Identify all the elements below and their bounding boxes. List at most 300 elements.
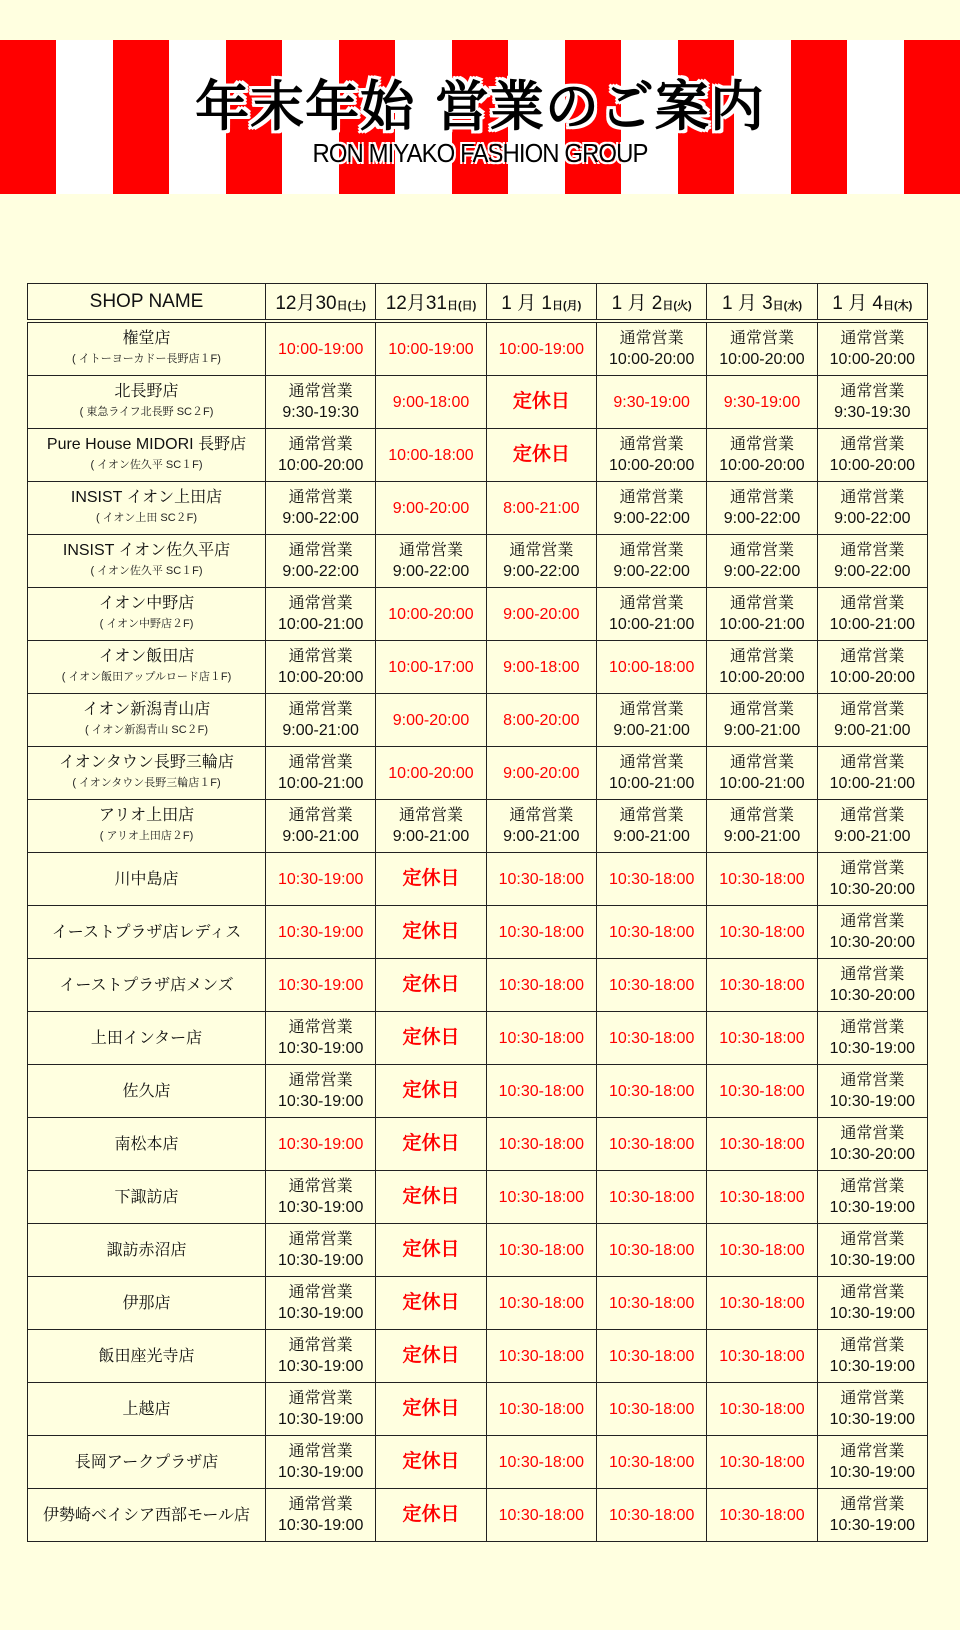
normal-hours-label: 通常営業 [840, 966, 905, 983]
hours-cell [376, 1224, 486, 1277]
hours-cell [817, 1012, 927, 1065]
shop-name: INSIST イオン佐久平店 [62, 542, 231, 559]
special-hours-text: 10:30-19:00 [277, 870, 364, 888]
shop-name-cell [28, 853, 266, 906]
hours-cell [486, 800, 596, 853]
hours-text: 10:30-19:00 [277, 1199, 364, 1216]
column-header-main: 1 月 2 [611, 293, 663, 314]
hours-cell [266, 429, 376, 482]
column-header-date [596, 284, 706, 322]
closed-day-label: 定休日 [402, 1186, 460, 1207]
closed-day-label: 定休日 [402, 1080, 460, 1101]
hours-cell [266, 321, 376, 376]
shop-location: ( アリオ上田店２F) [99, 830, 194, 842]
hours-cell [376, 747, 486, 800]
hours-cell [596, 429, 706, 482]
group-name: RON MIYAKO FASHION GROUP [312, 138, 648, 168]
hours-cell [707, 1489, 817, 1542]
column-header-date [376, 284, 486, 322]
normal-hours-label: 通常営業 [840, 1072, 905, 1089]
special-hours-text: 10:30-18:00 [608, 1029, 695, 1047]
hours-cell [486, 1436, 596, 1489]
shop-name: イオン中野店 [98, 595, 195, 612]
hours-cell [817, 1436, 927, 1489]
special-hours-text: 10:30-18:00 [719, 923, 805, 941]
hours-text: 9:00-21:00 [613, 722, 690, 739]
hours-cell [376, 1330, 486, 1383]
shop-name-cell [28, 1171, 266, 1224]
shop-name: イオン新潟青山店 [82, 701, 211, 718]
hours-text: 9:00-22:00 [282, 563, 359, 580]
shop-name-cell [28, 1012, 266, 1065]
hours-cell [486, 906, 596, 959]
hours-text: 9:00-22:00 [392, 563, 470, 580]
special-hours-text: 10:30-18:00 [608, 1400, 695, 1418]
hours-cell [376, 482, 486, 535]
special-hours-text: 10:30-18:00 [719, 870, 805, 888]
hours-cell [486, 747, 596, 800]
column-header-date [817, 284, 927, 322]
hours-text: 10:30-19:00 [829, 1411, 916, 1428]
shop-name-cell [28, 1118, 266, 1171]
shop-location: ( イオン佐久平 SC１F) [90, 459, 203, 471]
normal-hours-label: 通常営業 [729, 595, 794, 612]
normal-hours-label: 通常営業 [288, 701, 353, 718]
special-hours-text: 10:30-19:00 [277, 923, 364, 941]
table-row [28, 1383, 928, 1436]
normal-hours-label: 通常営業 [840, 860, 905, 877]
column-header-main: 12月31 [385, 293, 447, 314]
special-hours-text: 10:00-17:00 [388, 658, 474, 676]
hours-cell [707, 853, 817, 906]
hours-cell [596, 1012, 706, 1065]
hours-cell [266, 853, 376, 906]
normal-hours-label: 通常営業 [840, 913, 905, 930]
special-hours-text: 10:30-18:00 [498, 1029, 585, 1047]
hours-cell [376, 1489, 486, 1542]
normal-hours-label: 通常営業 [840, 542, 905, 559]
hours-text: 10:30-20:00 [829, 934, 916, 951]
hours-cell [486, 321, 596, 376]
hours-cell [596, 1171, 706, 1224]
closed-day-label: 定休日 [402, 974, 460, 995]
hours-cell [486, 1489, 596, 1542]
hours-text: 10:30-19:00 [277, 1517, 364, 1534]
hours-cell [266, 1436, 376, 1489]
hours-text: 10:30-19:00 [829, 1305, 916, 1322]
special-hours-text: 10:00-19:00 [498, 340, 585, 358]
hours-text: 10:30-19:00 [829, 1093, 916, 1110]
hours-cell [707, 1330, 817, 1383]
hours-text: 10:30-19:00 [277, 1040, 364, 1057]
hours-cell [266, 694, 376, 747]
table-row [28, 853, 928, 906]
column-header-main: 1 月 3 [721, 293, 773, 314]
hours-text: 10:00-20:00 [829, 669, 916, 686]
normal-hours-label: 通常営業 [840, 1443, 905, 1460]
hours-cell [596, 588, 706, 641]
hours-text: 10:30-20:00 [829, 987, 916, 1004]
special-hours-text: 10:30-18:00 [608, 1082, 695, 1100]
shop-name: 伊那店 [122, 1294, 171, 1312]
shop-location: ( イオン飯田アップルロード店１F) [61, 671, 232, 683]
hours-text: 10:00-20:00 [719, 351, 805, 368]
hours-cell [707, 1224, 817, 1277]
hours-cell [596, 1383, 706, 1436]
shop-location: ( イオン中野店２F) [99, 618, 194, 630]
hours-cell [596, 641, 706, 694]
shop-location: ( イオン上田 SC２F) [95, 512, 198, 524]
special-hours-text: 10:30-18:00 [498, 1453, 585, 1471]
hours-cell [376, 641, 486, 694]
closed-day-label: 定休日 [402, 1239, 460, 1260]
shop-name-cell [28, 641, 266, 694]
business-hours-table [27, 283, 928, 1542]
page-title: 年末年始 営業のご案内 [195, 75, 765, 138]
hours-cell [266, 1489, 376, 1542]
normal-hours-label: 通常営業 [619, 807, 684, 824]
shop-location: ( イオンタウン長野三輪店１F) [72, 777, 221, 789]
special-hours-text: 10:00-20:00 [388, 764, 474, 782]
hours-text: 10:00-21:00 [829, 616, 916, 633]
hours-cell [817, 641, 927, 694]
closed-day-label: 定休日 [402, 1451, 460, 1472]
shop-name: 上越店 [122, 1400, 171, 1418]
hours-cell [707, 1065, 817, 1118]
hours-cell [376, 1065, 486, 1118]
shop-name-cell [28, 800, 266, 853]
normal-hours-label: 通常営業 [729, 489, 794, 506]
hours-cell [707, 588, 817, 641]
hours-text: 10:30-19:00 [829, 1252, 916, 1269]
hours-cell [486, 1330, 596, 1383]
hours-cell [707, 321, 817, 376]
normal-hours-label: 通常営業 [840, 595, 905, 612]
hours-text: 9:00-21:00 [834, 828, 911, 845]
hours-cell [817, 376, 927, 429]
special-hours-text: 10:30-18:00 [608, 976, 695, 994]
hours-text: 9:00-22:00 [834, 510, 911, 527]
closed-day-label: 定休日 [402, 868, 460, 889]
table-body [28, 321, 928, 1542]
normal-hours-label: 通常営業 [619, 330, 684, 347]
special-hours-text: 10:30-18:00 [608, 1347, 695, 1365]
normal-hours-label: 通常営業 [729, 648, 794, 665]
normal-hours-label: 通常営業 [288, 1496, 353, 1513]
hours-cell [817, 747, 927, 800]
shop-location: ( イオン佐久平 SC１F) [90, 565, 203, 577]
hours-cell [596, 482, 706, 535]
special-hours-text: 10:30-18:00 [608, 923, 695, 941]
hours-cell [266, 800, 376, 853]
column-header-main: 1 月 4 [832, 293, 883, 314]
hours-text: 10:30-19:00 [829, 1358, 916, 1375]
normal-hours-label: 通常営業 [840, 1125, 905, 1142]
shop-location: ( イオン新潟青山 SC２F) [84, 724, 209, 736]
column-header-weekday: 日(木) [883, 300, 913, 312]
hours-cell [376, 1383, 486, 1436]
table-row [28, 800, 928, 853]
normal-hours-label: 通常営業 [288, 542, 353, 559]
special-hours-text: 10:30-18:00 [719, 1453, 805, 1471]
hours-cell [486, 1171, 596, 1224]
hours-text: 10:00-20:00 [829, 351, 916, 368]
special-hours-text: 10:00-18:00 [388, 446, 474, 464]
special-hours-text: 10:30-18:00 [498, 1188, 585, 1206]
closed-day-label: 定休日 [402, 1292, 460, 1313]
special-hours-text: 10:30-18:00 [719, 1400, 805, 1418]
hours-cell [376, 906, 486, 959]
hours-text: 10:00-20:00 [719, 457, 805, 474]
normal-hours-label: 通常営業 [398, 807, 463, 824]
hours-cell [376, 535, 486, 588]
column-header-weekday: 日(土) [336, 300, 366, 312]
shop-name-cell [28, 1383, 266, 1436]
hours-cell [817, 1065, 927, 1118]
table-row [28, 1489, 928, 1542]
hours-cell [707, 694, 817, 747]
special-hours-text: 10:30-18:00 [608, 870, 695, 888]
table-row [28, 376, 928, 429]
normal-hours-label: 通常営業 [288, 1178, 353, 1195]
normal-hours-label: 通常営業 [840, 1390, 905, 1407]
hours-cell [707, 1277, 817, 1330]
hours-cell [707, 535, 817, 588]
hours-cell [707, 482, 817, 535]
hours-text: 9:00-22:00 [834, 563, 911, 580]
special-hours-text: 9:30-19:00 [613, 393, 690, 411]
hours-text: 9:00-22:00 [613, 563, 690, 580]
special-hours-text: 10:30-18:00 [719, 1241, 805, 1259]
hours-cell [707, 376, 817, 429]
column-header-date [707, 284, 817, 322]
hours-text: 9:30-19:30 [834, 404, 911, 421]
hours-cell [266, 959, 376, 1012]
hours-cell [817, 1171, 927, 1224]
table-row [28, 1224, 928, 1277]
normal-hours-label: 通常営業 [840, 1231, 905, 1248]
hours-cell [266, 1224, 376, 1277]
table-row [28, 1012, 928, 1065]
hours-text: 10:30-20:00 [829, 1146, 916, 1163]
column-header-weekday: 日(月) [552, 300, 582, 312]
normal-hours-label: 通常営業 [288, 1231, 353, 1248]
special-hours-text: 10:30-18:00 [498, 1241, 585, 1259]
hours-text: 9:00-22:00 [503, 563, 580, 580]
hours-cell [817, 482, 927, 535]
shop-name-cell [28, 1436, 266, 1489]
hours-cell [376, 800, 486, 853]
special-hours-text: 10:30-18:00 [719, 1294, 805, 1312]
shop-name: 権堂店 [122, 330, 171, 347]
hours-cell [266, 1012, 376, 1065]
normal-hours-label: 通常営業 [619, 542, 684, 559]
hours-cell [707, 1012, 817, 1065]
special-hours-text: 9:30-19:00 [723, 393, 801, 411]
hours-cell [596, 1436, 706, 1489]
shop-name: イオン飯田店 [98, 648, 195, 665]
shop-name-cell [28, 1489, 266, 1542]
shop-name: 南松本店 [114, 1135, 179, 1153]
special-hours-text: 9:00-20:00 [503, 764, 580, 782]
table-row [28, 694, 928, 747]
special-hours-text: 10:30-18:00 [498, 1135, 585, 1153]
column-header-date [486, 284, 596, 322]
table-row [28, 959, 928, 1012]
normal-hours-label: 通常営業 [840, 754, 905, 771]
hours-text: 10:30-19:00 [277, 1464, 364, 1481]
hours-text: 10:00-21:00 [608, 775, 695, 792]
shop-name: 上田インター店 [90, 1029, 203, 1047]
special-hours-text: 10:30-18:00 [608, 1241, 695, 1259]
hours-cell [266, 747, 376, 800]
shop-location: ( 東急ライフ北長野 SC２F) [79, 406, 214, 418]
closed-day-label: 定休日 [402, 1133, 460, 1154]
hours-text: 9:00-21:00 [723, 828, 801, 845]
hours-cell [817, 1383, 927, 1436]
hours-cell [376, 321, 486, 376]
column-header-date [266, 284, 376, 322]
hours-cell [596, 906, 706, 959]
hours-text: 9:00-22:00 [723, 563, 801, 580]
shop-name-cell [28, 747, 266, 800]
special-hours-text: 8:00-20:00 [503, 711, 580, 729]
normal-hours-label: 通常営業 [840, 648, 905, 665]
hours-text: 9:00-21:00 [392, 828, 470, 845]
hours-text: 10:00-20:00 [719, 669, 805, 686]
special-hours-text: 10:30-18:00 [719, 1082, 805, 1100]
hours-cell [707, 1436, 817, 1489]
shop-name: アリオ上田店 [98, 807, 195, 824]
special-hours-text: 10:30-18:00 [498, 1082, 585, 1100]
normal-hours-label: 通常営業 [288, 1443, 353, 1460]
hours-cell [376, 853, 486, 906]
hours-cell [486, 482, 596, 535]
hours-cell [707, 747, 817, 800]
hours-cell [266, 1065, 376, 1118]
column-header-weekday: 日(水) [772, 300, 802, 312]
hours-cell [817, 321, 927, 376]
special-hours-text: 10:30-19:00 [277, 976, 364, 994]
hours-cell [707, 1171, 817, 1224]
hours-cell [707, 429, 817, 482]
hours-cell [817, 588, 927, 641]
shop-name: 諏訪赤沼店 [106, 1241, 187, 1259]
special-hours-text: 10:00-18:00 [608, 658, 695, 676]
special-hours-text: 10:00-19:00 [388, 340, 474, 358]
special-hours-text: 9:00-18:00 [503, 658, 580, 676]
hours-cell [376, 1171, 486, 1224]
hours-text: 10:30-19:00 [829, 1199, 916, 1216]
hours-cell [817, 800, 927, 853]
hours-cell [486, 959, 596, 1012]
hours-cell [376, 1118, 486, 1171]
hours-text: 9:00-21:00 [723, 722, 801, 739]
closed-day-label: 定休日 [512, 444, 570, 465]
table-row [28, 906, 928, 959]
hours-text: 9:00-21:00 [503, 828, 580, 845]
hours-cell [596, 376, 706, 429]
hours-cell [707, 800, 817, 853]
hours-cell [486, 376, 596, 429]
hours-text: 10:00-20:00 [608, 351, 695, 368]
hours-text: 10:00-21:00 [719, 616, 805, 633]
normal-hours-label: 通常営業 [840, 1337, 905, 1354]
normal-hours-label: 通常営業 [288, 383, 353, 400]
normal-hours-label: 通常営業 [619, 754, 684, 771]
hours-cell [376, 694, 486, 747]
hours-cell [817, 1489, 927, 1542]
hours-cell [266, 376, 376, 429]
hours-text: 9:30-19:30 [282, 404, 359, 421]
hours-cell [596, 747, 706, 800]
table-row [28, 641, 928, 694]
special-hours-text: 10:00-20:00 [388, 605, 474, 623]
shop-name-cell [28, 321, 266, 376]
hours-text: 10:00-20:00 [277, 457, 364, 474]
normal-hours-label: 通常営業 [840, 1178, 905, 1195]
hours-cell [376, 1436, 486, 1489]
hours-cell [376, 376, 486, 429]
normal-hours-label: 通常営業 [288, 1019, 353, 1036]
hours-cell [817, 694, 927, 747]
shop-name: Pure House MIDORI 長野店 [46, 436, 247, 453]
hours-cell [266, 1171, 376, 1224]
hours-cell [266, 482, 376, 535]
normal-hours-label: 通常営業 [288, 595, 353, 612]
table-row [28, 1118, 928, 1171]
closed-day-label: 定休日 [402, 1345, 460, 1366]
column-header-main: 12月30 [275, 293, 337, 314]
normal-hours-label: 通常営業 [729, 701, 794, 718]
hours-cell [817, 906, 927, 959]
hours-cell [376, 959, 486, 1012]
hours-cell [266, 906, 376, 959]
shop-name: イーストプラザ店レディス [51, 923, 242, 941]
table-row [28, 747, 928, 800]
hours-cell [817, 1224, 927, 1277]
shop-name-cell [28, 694, 266, 747]
special-hours-text: 9:00-20:00 [392, 711, 470, 729]
hours-text: 9:00-22:00 [723, 510, 801, 527]
shop-name-cell [28, 429, 266, 482]
hours-text: 9:00-21:00 [834, 722, 911, 739]
shop-name-cell [28, 482, 266, 535]
special-hours-text: 10:30-18:00 [608, 1453, 695, 1471]
closed-day-label: 定休日 [402, 921, 460, 942]
hours-cell [376, 429, 486, 482]
normal-hours-label: 通常営業 [288, 754, 353, 771]
hours-cell [486, 588, 596, 641]
hours-text: 10:30-20:00 [829, 881, 916, 898]
hours-cell [707, 1118, 817, 1171]
table-header-row [28, 284, 928, 322]
hours-cell [596, 1489, 706, 1542]
special-hours-text: 10:00-19:00 [277, 340, 364, 358]
shop-name-cell [28, 906, 266, 959]
shop-name-cell [28, 1330, 266, 1383]
hours-text: 10:30-19:00 [277, 1093, 364, 1110]
normal-hours-label: 通常営業 [288, 1284, 353, 1301]
normal-hours-label: 通常営業 [840, 1284, 905, 1301]
hours-cell [707, 906, 817, 959]
shop-name-cell [28, 1065, 266, 1118]
hours-cell [266, 641, 376, 694]
hours-text: 10:00-21:00 [277, 616, 364, 633]
normal-hours-label: 通常営業 [729, 807, 794, 824]
special-hours-text: 10:30-18:00 [498, 1506, 585, 1524]
hours-cell [486, 694, 596, 747]
